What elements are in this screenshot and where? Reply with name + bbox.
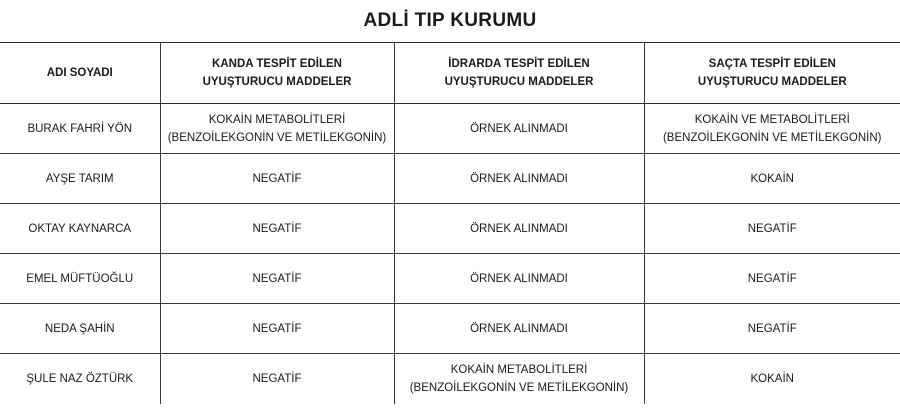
cell-name-text: OKTAY KAYNARCA	[28, 222, 132, 235]
cell-name-text: ŞULE NAZ ÖZTÜRK	[26, 372, 134, 385]
cell-urine-text: ÖRNEK ALINMADI	[470, 172, 568, 185]
cell-blood-text: NEGATİF	[252, 172, 302, 185]
header-blood	[160, 43, 394, 104]
cell-urine	[394, 104, 644, 154]
cell-hair-text: NEGATİF	[747, 272, 797, 285]
header-hair-label: SAÇTA TESPİT EDİLEN UYUŞTURUCU MADDELER	[697, 58, 847, 88]
cell-hair-text: NEGATİF	[747, 322, 797, 335]
cell-urine-text: ÖRNEK ALINMADI	[470, 122, 568, 135]
cell-hair	[644, 354, 900, 404]
cell-urine	[394, 354, 644, 404]
cell-name-text: EMEL MÜFTÜOĞLU	[26, 272, 134, 285]
table-row	[0, 354, 900, 404]
cell-name	[0, 304, 160, 354]
cell-blood	[160, 154, 394, 204]
cell-name-text: BURAK FAHRİ YÖN	[27, 122, 133, 135]
cell-blood-text: NEGATİF	[252, 372, 302, 385]
table-header-row	[0, 43, 900, 104]
cell-name	[0, 104, 160, 154]
cell-urine-text: ÖRNEK ALINMADI	[470, 272, 568, 285]
header-hair	[644, 43, 900, 104]
cell-hair	[644, 204, 900, 254]
cell-blood-text: NEGATİF	[252, 222, 302, 235]
cell-blood	[160, 354, 394, 404]
header-urine	[394, 43, 644, 104]
cell-blood	[160, 204, 394, 254]
cell-blood-text: KOKAİN METABOLİTLERİ (BENZOİLEKGONİN VE METİLEKGONİN)	[167, 113, 387, 144]
cell-urine	[394, 154, 644, 204]
cell-hair	[644, 154, 900, 204]
cell-blood	[160, 304, 394, 354]
table-row	[0, 154, 900, 204]
table-row	[0, 254, 900, 304]
page-title: ADLİ TIP KURUMU	[363, 10, 537, 31]
cell-hair	[644, 304, 900, 354]
table-row	[0, 104, 900, 154]
cell-name-text: AYŞE TARIM	[45, 172, 114, 185]
cell-hair-text: KOKAİN	[750, 172, 794, 185]
cell-urine	[394, 254, 644, 304]
header-blood-label: KANDA TESPİT EDİLEN UYUŞTURUCU MADDELER	[202, 58, 352, 88]
cell-name	[0, 204, 160, 254]
cell-hair-text: KOKAİN VE METABOLİTLERİ (BENZOİLEKGONİN VE METİLEKGONİN)	[662, 113, 882, 144]
header-urine-label: İDRARDA TESPİT EDİLEN UYUŞTURUCU MADDELER	[444, 58, 594, 88]
cell-blood	[160, 254, 394, 304]
header-name-label: ADI SOYADI	[46, 67, 113, 79]
results-table	[0, 42, 900, 404]
cell-blood-text: NEGATİF	[252, 322, 302, 335]
cell-name	[0, 254, 160, 304]
cell-urine	[394, 304, 644, 354]
cell-urine-text: ÖRNEK ALINMADI	[470, 322, 568, 335]
cell-blood	[160, 104, 394, 154]
table-row	[0, 304, 900, 354]
cell-blood-text: NEGATİF	[252, 272, 302, 285]
cell-urine	[394, 204, 644, 254]
cell-name-text: NEDA ŞAHİN	[44, 322, 115, 335]
cell-hair	[644, 104, 900, 154]
cell-hair	[644, 254, 900, 304]
cell-hair-text: NEGATİF	[747, 222, 797, 235]
cell-name	[0, 154, 160, 204]
table-row	[0, 204, 900, 254]
cell-hair-text: KOKAİN	[750, 372, 794, 385]
cell-urine-text: KOKAİN METABOLİTLERİ (BENZOİLEKGONİN VE METİLEKGONİN)	[409, 363, 629, 394]
header-name	[0, 43, 160, 104]
cell-name	[0, 354, 160, 404]
cell-urine-text: ÖRNEK ALINMADI	[470, 222, 568, 235]
